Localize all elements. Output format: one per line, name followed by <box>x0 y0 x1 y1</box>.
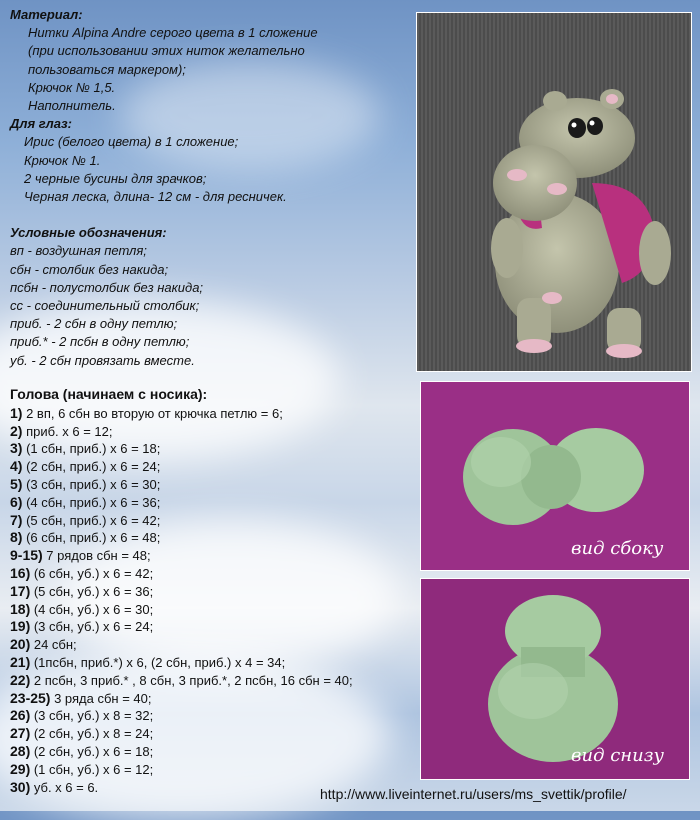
row-number: 17) <box>10 582 31 599</box>
pattern-row <box>10 672 430 690</box>
eyes-line: Черная леска, длина- 12 см - для ресничек. <box>24 189 287 205</box>
row-number: 27) <box>10 725 31 742</box>
row-number: 4) <box>10 458 23 475</box>
pattern-row <box>10 423 430 441</box>
row-text: (5 сбн, приб.) х 6 = 42; <box>22 512 161 528</box>
row-text: 7 рядов сбн = 48; <box>42 548 151 564</box>
row-text: 2 псбн, 3 приб.* , 8 сбн, 3 приб.*, 2 псбн, 16 сбн = 40; <box>30 672 353 688</box>
row-text: (5 сбн, уб.) х 6 = 36; <box>30 583 154 599</box>
pattern-row <box>10 476 430 494</box>
row-text: (4 сбн, уб.) х 6 = 30; <box>30 601 154 617</box>
row-number: 8) <box>10 529 23 546</box>
legend-line: приб. - 2 сбн в одну петлю; <box>10 316 178 332</box>
row-number: 1) <box>10 404 23 421</box>
pattern-row <box>10 583 430 601</box>
legend-line: приб.* - 2 псбн в одну петлю; <box>10 334 190 350</box>
row-text: (1 сбн, приб.) х 6 = 18; <box>22 441 161 457</box>
pattern-row <box>10 618 430 636</box>
pattern-row <box>10 690 430 708</box>
eyes-line: 2 черные бусины для зрачков; <box>24 170 207 186</box>
bottom-view-photo <box>420 578 690 780</box>
hippo-illustration <box>417 13 691 371</box>
row-text: (3 сбн, уб.) х 6 = 24; <box>30 619 154 635</box>
pattern-row <box>10 761 430 779</box>
row-number: 29) <box>10 760 31 777</box>
row-text: (6 сбн, уб.) х 6 = 42; <box>30 565 154 581</box>
pattern-row <box>10 743 430 761</box>
legend-line: сс - соединительный столбик; <box>10 298 200 314</box>
side-view-photo <box>420 381 690 571</box>
row-text: 2 вп, 6 сбн во вторую от крючка петлю = 6; <box>22 405 283 421</box>
row-number: 7) <box>10 511 23 528</box>
row-text: (2 сбн, уб.) х 8 = 24; <box>30 726 154 742</box>
side-view-caption: вид сбоку <box>571 538 664 559</box>
pattern-row <box>10 494 430 512</box>
legend-line: псбн - полустолбик без накида; <box>10 279 204 295</box>
pattern-row <box>10 565 430 583</box>
hippo-photo <box>416 12 692 372</box>
row-text: (1псбн, приб.*) х 6, (2 сбн, приб.) х 4 = 34; <box>30 654 286 670</box>
materials-title: Материал: <box>10 7 83 22</box>
head-title: Голова (начинаем с носика): <box>10 386 208 402</box>
row-text: (2 сбн, приб.) х 6 = 24; <box>22 459 161 475</box>
row-text: (1 сбн, уб.) х 6 = 12; <box>30 761 154 777</box>
legend-line: вп - воздушная петля; <box>10 243 147 259</box>
row-text: 3 ряда сбн = 40; <box>50 690 152 706</box>
materials-block <box>10 6 410 370</box>
row-number: 18) <box>10 600 31 617</box>
materials-line: Нитки Alpina Andre серого цвета в 1 сложение <box>28 25 318 41</box>
row-number: 5) <box>10 475 23 492</box>
legend-line: уб. - 2 сбн провязать вместе. <box>10 352 195 368</box>
row-number: 22) <box>10 671 31 688</box>
pattern-row <box>10 405 430 423</box>
row-text: (3 сбн, уб.) х 8 = 32; <box>30 708 154 724</box>
legend-title: Условные обозначения: <box>10 225 167 241</box>
row-text: (3 сбн, приб.) х 6 = 30; <box>22 476 161 492</box>
row-number: 21) <box>10 653 31 670</box>
row-number: 28) <box>10 742 31 759</box>
row-text: уб. х 6 = 6. <box>30 779 99 795</box>
row-number: 6) <box>10 493 23 510</box>
legend-line: сбн - столбик без накида; <box>10 261 169 277</box>
pattern-row <box>10 458 430 476</box>
eyes-line: Крючок № 1. <box>24 152 101 168</box>
pattern-row <box>10 725 430 743</box>
pattern-row <box>10 512 430 530</box>
pattern-row <box>10 707 430 725</box>
pattern-row <box>10 440 430 458</box>
pattern-row <box>10 654 430 672</box>
row-number: 9-15) <box>10 547 43 564</box>
row-number: 19) <box>10 618 31 635</box>
row-number: 30) <box>10 778 31 795</box>
pattern-rows <box>10 405 430 797</box>
row-number: 3) <box>10 440 23 457</box>
row-number: 26) <box>10 707 31 724</box>
row-text: приб. х 6 = 12; <box>22 423 113 439</box>
row-text: (6 сбн, приб.) х 6 = 48; <box>22 530 161 546</box>
eyes-line: Ирис (белого цвета) в 1 сложение; <box>24 134 239 150</box>
source-url[interactable]: http://www.liveinternet.ru/users/ms_svettik/profile/ <box>320 786 627 802</box>
row-number: 2) <box>10 422 23 439</box>
row-text: 24 сбн; <box>30 637 77 653</box>
row-number: 20) <box>10 636 31 653</box>
materials-line: (при использовании этих ниток желательно <box>28 43 305 59</box>
row-number: 23-25) <box>10 689 51 706</box>
materials-line: Наполнитель. <box>28 98 116 114</box>
pattern-row <box>10 601 430 619</box>
row-text: (4 сбн, приб.) х 6 = 36; <box>22 494 161 510</box>
pattern-row <box>10 547 430 565</box>
pattern-row <box>10 529 430 547</box>
materials-line: пользоваться маркером); <box>28 61 186 77</box>
materials-line: Крючок № 1,5. <box>28 79 116 95</box>
row-number: 16) <box>10 564 31 581</box>
eyes-title: Для глаз: <box>10 116 72 132</box>
bottom-view-caption: вид снизу <box>571 745 664 766</box>
head-pattern <box>10 386 430 796</box>
pattern-row <box>10 636 430 654</box>
row-text: (2 сбн, уб.) х 6 = 18; <box>30 743 154 759</box>
